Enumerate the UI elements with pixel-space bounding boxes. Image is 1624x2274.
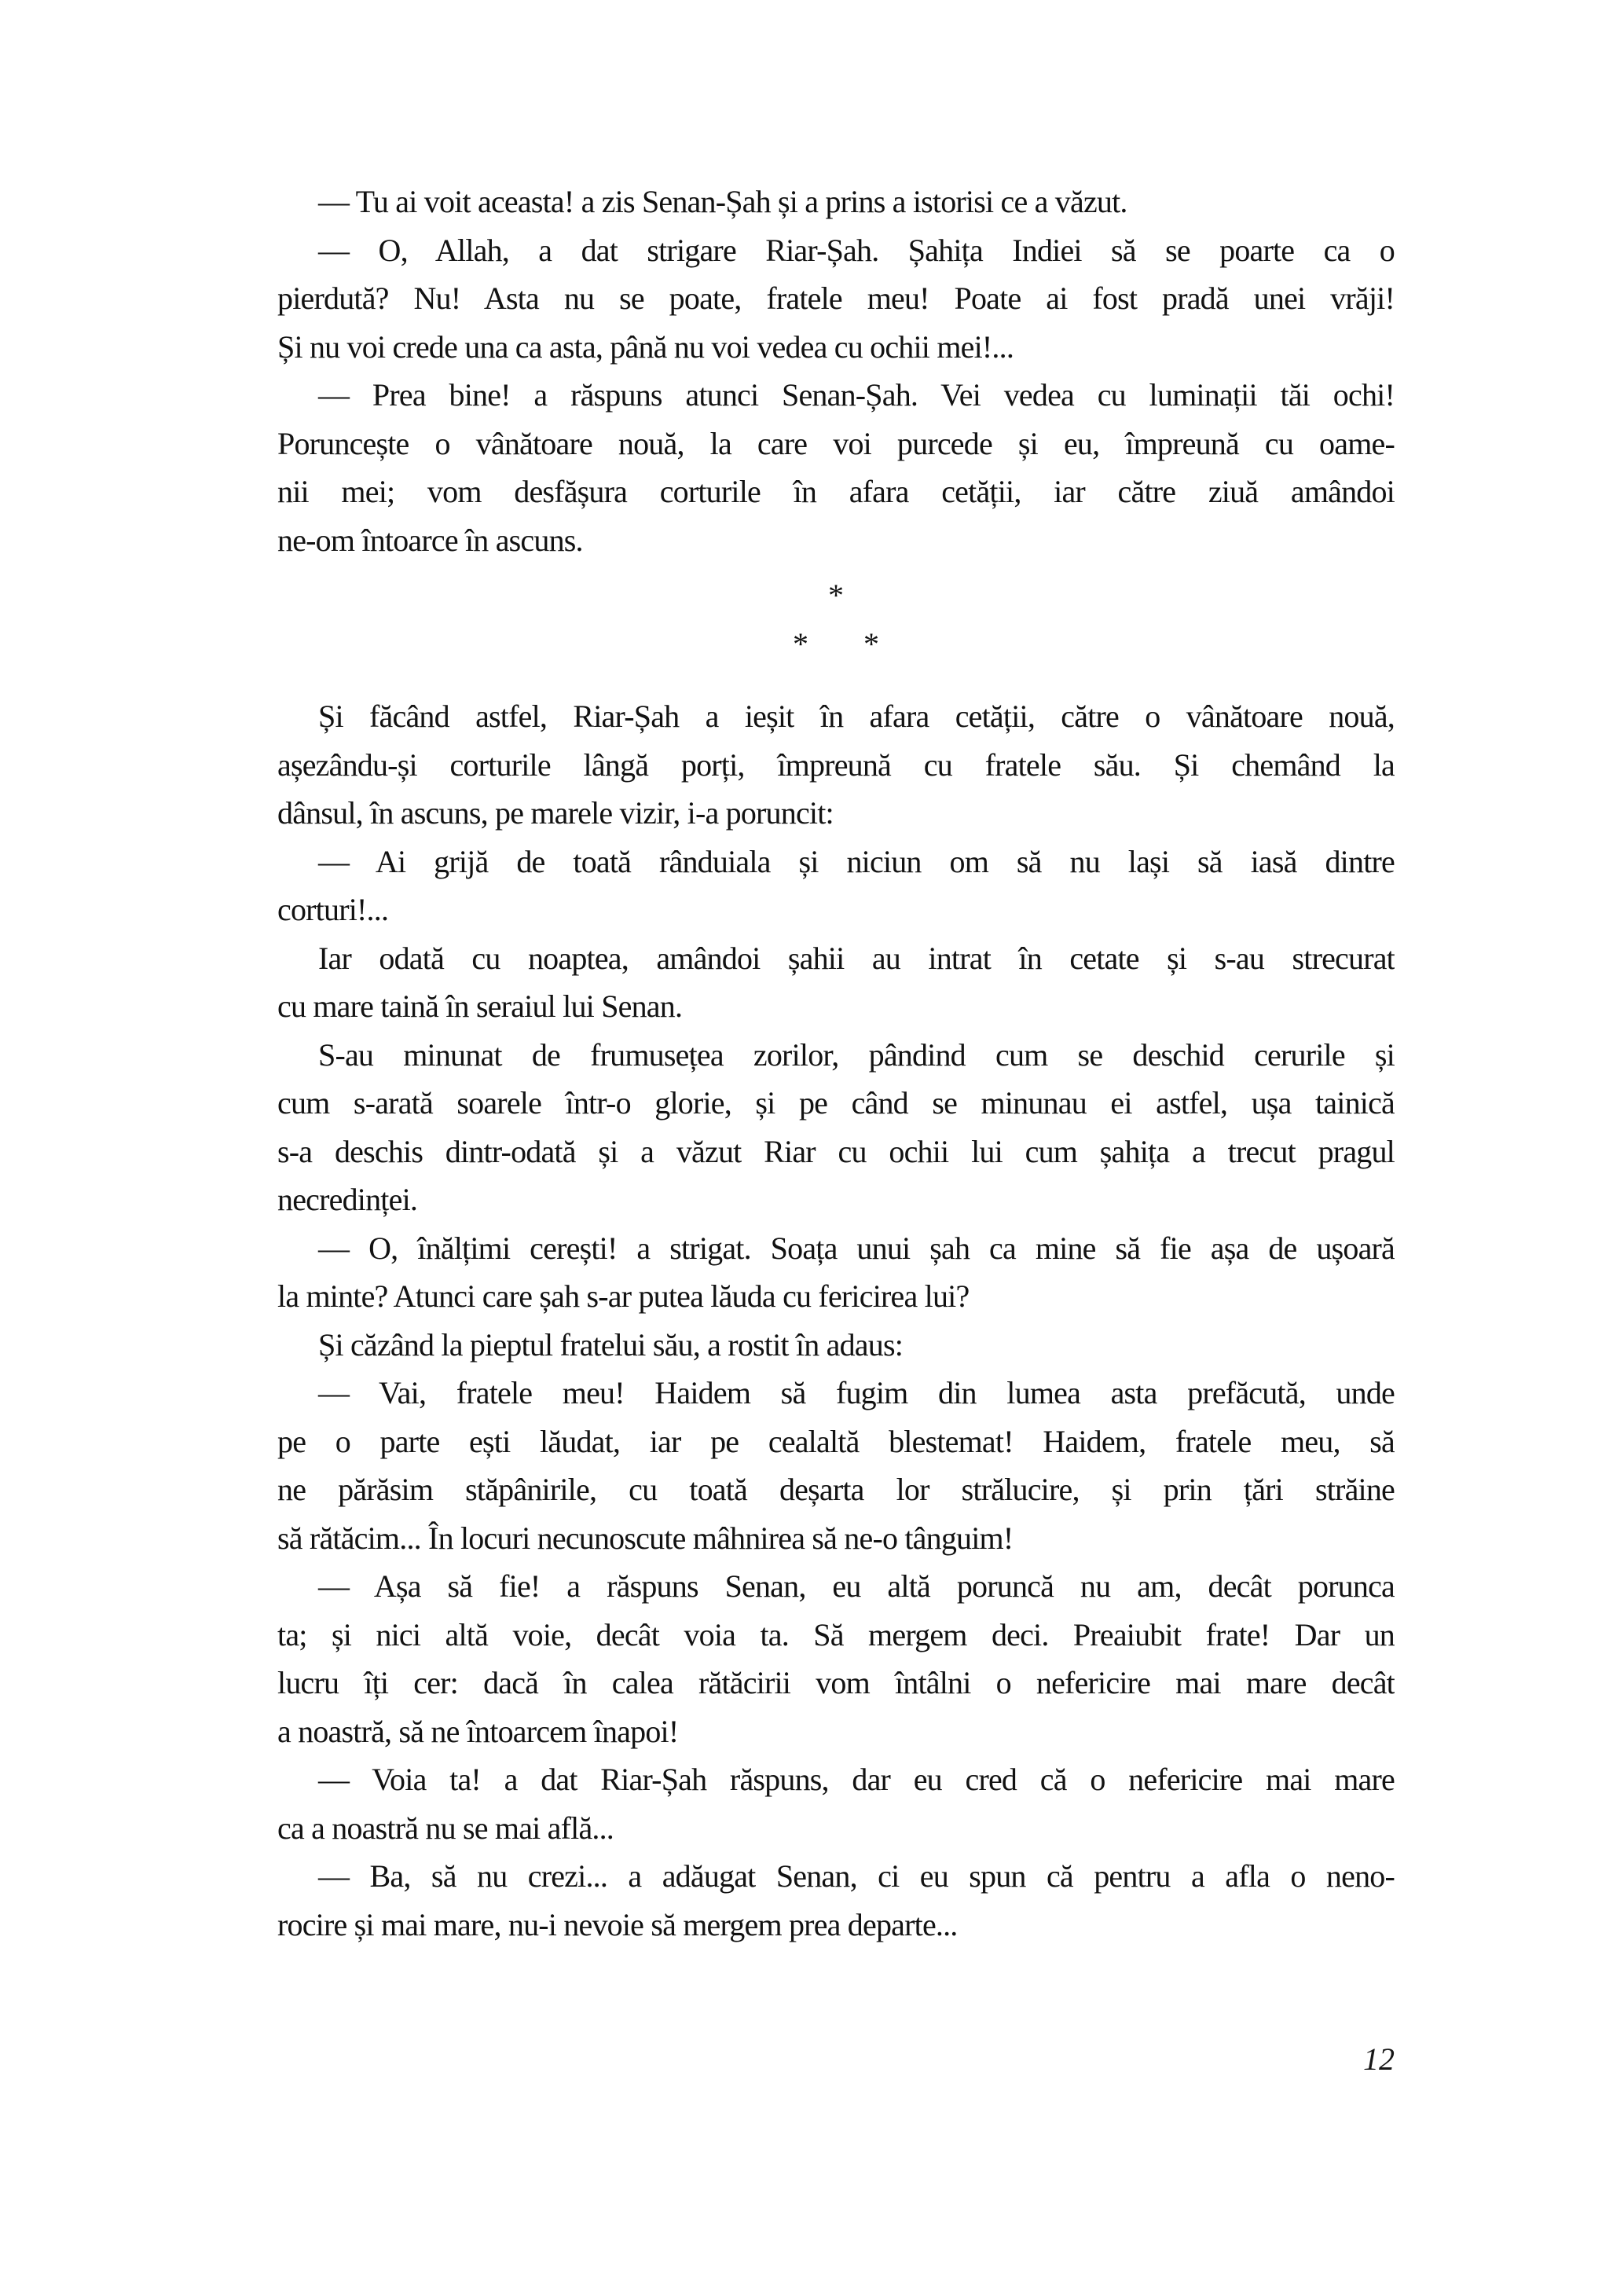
text-line: — O, Allah, a dat strigare Riar-Șah. Șahița Indiei să se poarte ca o bbox=[318, 232, 1395, 268]
text-line: Poruncește o vânătoare nouă, la care voi purcede și eu, împreună cu oame- bbox=[277, 425, 1395, 461]
text-line: Și făcând astfel, Riar-Șah a ieșit în afara cetății, către o vânătoare nouă, bbox=[318, 699, 1395, 734]
text-line: — Vai, fratele meu! Haidem să fugim din lumea asta prefăcută, unde bbox=[318, 1375, 1395, 1410]
text-line: — Voia ta! a dat Riar-Șah răspuns, dar eu cred că o nefericire mai mare bbox=[318, 1762, 1395, 1797]
text-line: — Prea bine! a răspuns atunci Senan-Șah. Vei vedea cu luminații tăi ochi! bbox=[318, 377, 1395, 413]
text-line: să rătăcim... În locuri necunoscute mâhnirea să ne-o tânguim! bbox=[277, 1520, 1014, 1556]
page-number: 12 bbox=[1363, 2041, 1395, 2077]
text-line: la minte? Atunci care șah s-ar putea lăuda cu fericirea lui? bbox=[277, 1278, 970, 1314]
text-line: s-a deschis dintr-odată și a văzut Riar cu ochii lui cum șahița a trecut pragul bbox=[277, 1133, 1395, 1169]
text-line: — Tu ai voit aceasta! a zis Senan-Șah și a prins a istorisi ce a văzut. bbox=[318, 184, 1127, 219]
separator-asterisk-line: * bbox=[828, 578, 844, 613]
text-line: ne-om întoarce în ascuns. bbox=[277, 522, 583, 558]
text-line: ta; și nici altă voie, decât voia ta. Să mergem deci. Preaiubit frate! Dar un bbox=[277, 1616, 1395, 1652]
section-separator bbox=[277, 571, 1395, 668]
text-line: cu mare taină în seraiul lui Senan. bbox=[277, 988, 683, 1024]
text-line: ne părăsim stăpânirile, cu toată deșarta lor strălucire, și prin țări străine bbox=[277, 1472, 1395, 1507]
text-line: — Așa să fie! a răspuns Senan, eu altă poruncă nu am, decât porunca bbox=[318, 1568, 1395, 1604]
text-line: S-au minunat de frumusețea zorilor, pândind cum se deschid cerurile și bbox=[318, 1036, 1395, 1073]
paragraph-block-top bbox=[277, 178, 1395, 564]
text-line: rocire și mai mare, nu-i nevoie să mergem prea departe... bbox=[277, 1906, 958, 1942]
text-line: nii mei; vom desfășura corturile în afara cetății, iar către ziuă amândoi bbox=[277, 474, 1395, 509]
separator-asterisk-line: * * bbox=[793, 625, 879, 662]
text-line: lucru îți cer: dacă în calea rătăcirii vom întâlni o nefericire mai mare decât bbox=[277, 1665, 1395, 1700]
text-line: Iar odată cu noaptea, amândoi șahii au intrat în cetate și s-au strecurat bbox=[318, 940, 1395, 976]
text-line: pe o parte ești lăudat, iar pe cealaltă blestemat! Haidem, fratele meu, să bbox=[277, 1423, 1395, 1459]
text-line: — Ba, să nu crezi... a adăugat Senan, ci eu spun că pentru a afla o neno- bbox=[318, 1858, 1395, 1894]
text-line: corturi!... bbox=[277, 892, 389, 927]
text-line: dânsul, în ascuns, pe marele vizir, i-a poruncit: bbox=[277, 795, 834, 831]
text-line: Și căzând la pieptul fratelui său, a rostit în adaus: bbox=[318, 1326, 904, 1363]
text-line: necredinței. bbox=[277, 1182, 418, 1217]
text-line: — O, înălțimi cerești! a strigat. Soața unui șah ca mine să fie așa de ușoară bbox=[318, 1230, 1395, 1266]
text-line: Și nu voi crede una ca asta, până nu voi vedea cu ochii mei!... bbox=[277, 328, 1014, 365]
text-line: pierdută? Nu! Asta nu se poate, fratele meu! Poate ai fost pradă unei vrăji! bbox=[277, 281, 1395, 316]
text-line: așezându-și corturile lângă porți, împreună cu fratele său. Și chemând la bbox=[277, 746, 1395, 783]
text-line: — Ai grijă de toată rânduiala și niciun om să nu lași să iasă dintre bbox=[318, 843, 1395, 879]
text-line: ca a noastră nu se mai află... bbox=[277, 1810, 614, 1846]
text-line: a noastră, să ne întoarcem înapoi! bbox=[277, 1713, 679, 1749]
paragraph-block-bottom bbox=[277, 692, 1395, 1949]
text-line: cum s-arată soarele într-o glorie, și pe când se minunau ei astfel, ușa tainică bbox=[277, 1085, 1395, 1120]
